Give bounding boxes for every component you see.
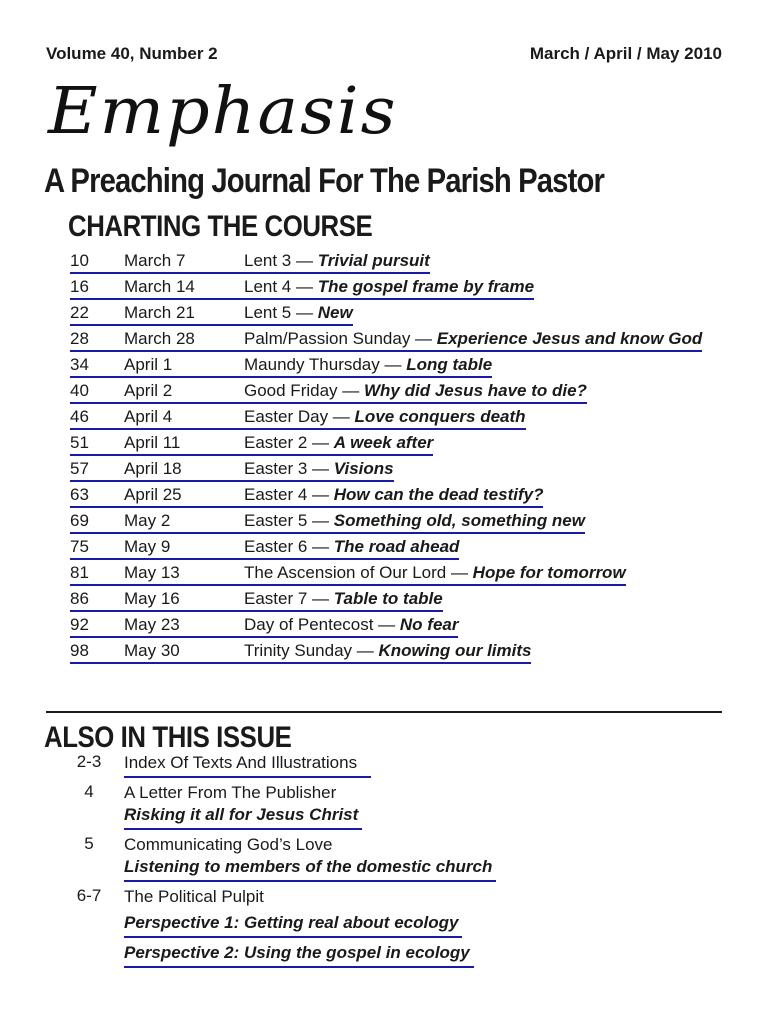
volume-number: Volume 40, Number 2 [46, 44, 218, 63]
schedule-date: May 23 [124, 615, 180, 634]
schedule-date: April 2 [124, 381, 173, 400]
charting-heading: CHARTING THE COURSE [68, 210, 373, 243]
schedule-row [70, 586, 750, 612]
schedule-occasion: Easter 4 — [244, 485, 334, 504]
schedule-occasion: Lent 3 — [244, 251, 318, 270]
schedule-date: March 28 [124, 329, 195, 348]
schedule-row [70, 300, 750, 326]
issue-title: The Political Pulpit [124, 887, 264, 906]
schedule-occasion: Easter Day — [244, 407, 355, 426]
issue-subtitle: Perspective 1: Getting real about ecology [124, 912, 462, 938]
schedule-row [70, 378, 750, 404]
schedule-row [70, 612, 750, 638]
issue-item [54, 752, 724, 778]
issue-title: Communicating God’s Love [124, 835, 333, 854]
schedule-entry [244, 563, 626, 583]
schedule-date: March 7 [124, 251, 186, 270]
issue-contents-list [54, 752, 724, 972]
schedule-page: 57 [70, 459, 89, 478]
schedule-date: April 25 [124, 485, 182, 504]
schedule-occasion: Lent 4 — [244, 277, 318, 296]
section-divider [46, 711, 722, 713]
schedule-date: May 2 [124, 511, 171, 530]
schedule-list [70, 248, 750, 664]
schedule-sermon-title: New [317, 303, 353, 322]
schedule-page: 10 [70, 251, 89, 270]
schedule-row [70, 248, 750, 274]
schedule-entry [244, 641, 531, 661]
schedule-entry [244, 303, 353, 323]
schedule-occasion: Maundy Thursday — [244, 355, 407, 374]
issue-page: 5 [84, 834, 94, 853]
schedule-occasion: Easter 3 — [244, 459, 334, 478]
also-heading: ALSO IN THIS ISSUE [44, 721, 292, 754]
schedule-date: March 21 [124, 303, 195, 322]
schedule-page: 46 [70, 407, 89, 426]
schedule-row [70, 534, 750, 560]
schedule-page: 69 [70, 511, 89, 530]
schedule-page: 98 [70, 641, 89, 660]
issue-subtitle: Risking it all for Jesus Christ [124, 804, 362, 830]
schedule-row [70, 274, 750, 300]
journal-subtitle: A Preaching Journal For The Parish Pastor [44, 162, 604, 200]
schedule-row [70, 456, 750, 482]
schedule-page: 63 [70, 485, 89, 504]
schedule-entry [244, 277, 534, 297]
schedule-row [70, 326, 750, 352]
schedule-page: 16 [70, 277, 89, 296]
schedule-date: April 11 [124, 433, 181, 452]
schedule-sermon-title: Long table [406, 355, 493, 374]
schedule-date: May 30 [124, 641, 180, 660]
schedule-entry [244, 589, 443, 609]
schedule-sermon-title: Table to table [333, 589, 443, 608]
issue-page: 4 [84, 782, 94, 801]
schedule-date: April 1 [124, 355, 173, 374]
schedule-entry [244, 459, 394, 479]
issue-date: March / April / May 2010 [529, 44, 722, 63]
schedule-occasion: Easter 6 — [244, 537, 334, 556]
schedule-sermon-title: Experience Jesus and know God [436, 329, 703, 348]
issue-item [54, 834, 724, 882]
schedule-page: 81 [70, 563, 89, 582]
schedule-sermon-title: Trivial pursuit [317, 251, 430, 270]
schedule-occasion: Good Friday — [244, 381, 364, 400]
schedule-entry [244, 381, 587, 401]
schedule-date: April 18 [124, 459, 182, 478]
schedule-entry [244, 251, 430, 271]
schedule-date: April 4 [124, 407, 173, 426]
schedule-sermon-title: Why did Jesus have to die? [364, 381, 587, 400]
schedule-row [70, 508, 750, 534]
schedule-row [70, 352, 750, 378]
schedule-sermon-title: Hope for tomorrow [472, 563, 626, 582]
schedule-entry [244, 355, 492, 375]
schedule-occasion: Easter 2 — [244, 433, 334, 452]
journal-masthead: Emphasis [48, 73, 398, 150]
schedule-entry [244, 537, 459, 557]
schedule-page: 22 [70, 303, 89, 322]
schedule-page: 28 [70, 329, 89, 348]
schedule-entry [244, 615, 458, 635]
schedule-occasion: Trinity Sunday — [244, 641, 379, 660]
schedule-date: March 14 [124, 277, 195, 296]
schedule-sermon-title: Love conquers death [354, 407, 526, 426]
schedule-occasion: Lent 5 — [244, 303, 318, 322]
schedule-page: 86 [70, 589, 89, 608]
schedule-sermon-title: Knowing our limits [378, 641, 532, 660]
schedule-sermon-title: The gospel frame by frame [317, 277, 535, 296]
row-underline [70, 662, 531, 664]
schedule-occasion: Day of Pentecost — [244, 615, 400, 634]
schedule-date: May 16 [124, 589, 180, 608]
schedule-sermon-title: A week after [333, 433, 434, 452]
schedule-occasion: The Ascension of Our Lord — [244, 563, 473, 582]
schedule-sermon-title: How can the dead testify? [333, 485, 544, 504]
schedule-entry [244, 407, 526, 427]
schedule-page: 40 [70, 381, 89, 400]
schedule-row [70, 404, 750, 430]
schedule-entry [244, 485, 543, 505]
schedule-sermon-title: The road ahead [333, 537, 460, 556]
issue-page: 6-7 [76, 886, 102, 905]
schedule-entry [244, 433, 433, 453]
schedule-row [70, 482, 750, 508]
schedule-row [70, 430, 750, 456]
schedule-sermon-title: No fear [399, 615, 459, 634]
issue-title: A Letter From The Publisher [124, 783, 337, 802]
schedule-row [70, 638, 750, 664]
schedule-entry [244, 511, 585, 531]
issue-subtitle: Listening to members of the domestic church [124, 856, 496, 882]
schedule-page: 34 [70, 355, 89, 374]
schedule-date: May 9 [124, 537, 171, 556]
schedule-date: May 13 [124, 563, 180, 582]
issue-page: 2-3 [76, 752, 102, 771]
schedule-page: 75 [70, 537, 89, 556]
issue-title: Index Of Texts And Illustrations [124, 753, 358, 772]
schedule-page: 51 [70, 433, 89, 452]
schedule-sermon-title: Visions [333, 459, 394, 478]
schedule-row [70, 560, 750, 586]
issue-header [46, 44, 722, 64]
schedule-occasion: Easter 5 — [244, 511, 334, 530]
schedule-sermon-title: Something old, something new [333, 511, 585, 530]
schedule-entry [244, 329, 702, 349]
schedule-occasion: Palm/Passion Sunday — [244, 329, 437, 348]
issue-subtitle: Perspective 2: Using the gospel in ecology [124, 942, 474, 968]
schedule-page: 92 [70, 615, 89, 634]
schedule-occasion: Easter 7 — [244, 589, 334, 608]
issue-item [54, 782, 724, 830]
issue-item [54, 886, 724, 968]
